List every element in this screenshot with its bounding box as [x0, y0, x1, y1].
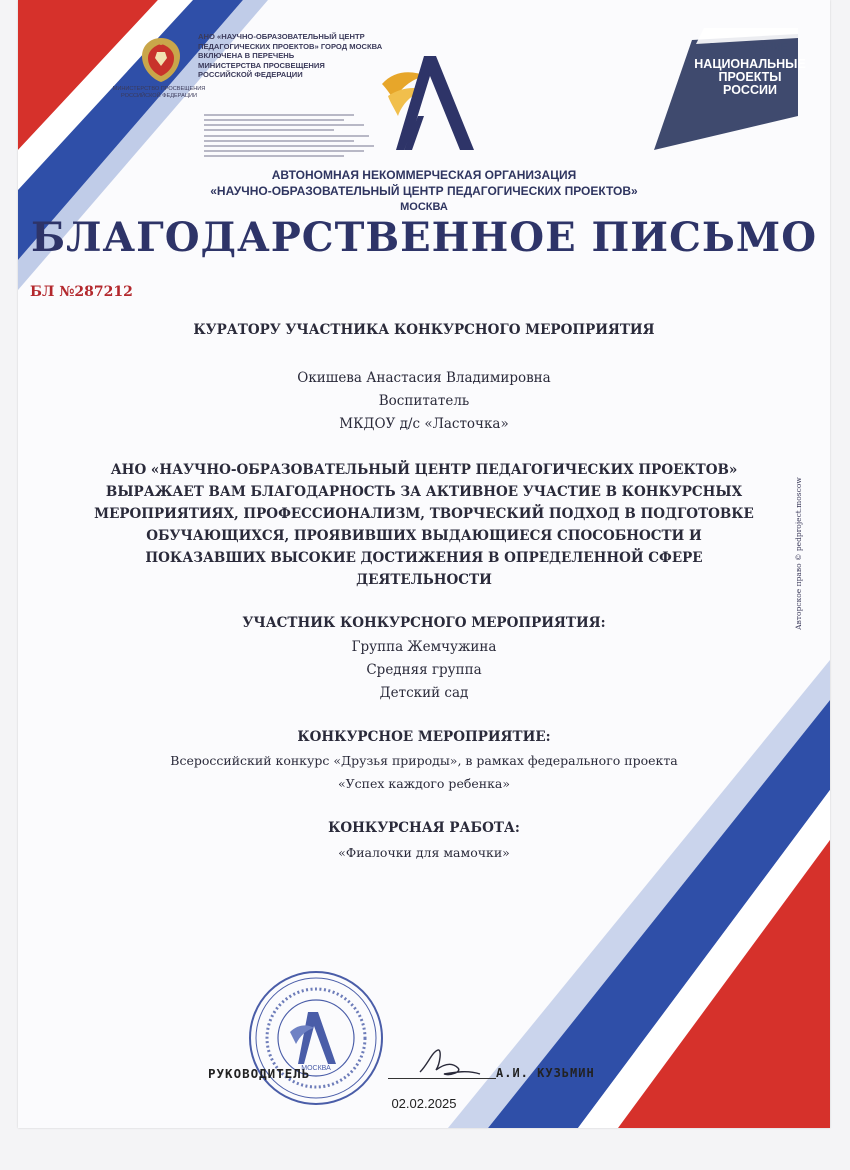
message-line: ВЫРАЖАЕТ ВАМ БЛАГОДАРНОСТЬ ЗА АКТИВНОЕ УЧАСТИЕ В КОНКУРСНЫХ — [105, 484, 743, 500]
copyright-note: Авторское право © pedproject.moscow — [794, 477, 803, 630]
org-line-2: «НАУЧНО-ОБРАЗОВАТЕЛЬНЫЙ ЦЕНТР ПЕДАГОГИЧЕСКИХ ПРОЕКТОВ» — [210, 184, 638, 198]
ministry-text-line: РОССИЙСКОЙ ФЕДЕРАЦИИ — [198, 70, 303, 80]
national-projects-main-label — [694, 58, 806, 97]
national-projects-top-label: ОБРАЗОВАНИЕ — [708, 42, 789, 53]
org-line-1: АВТОНОМНАЯ НЕКОММЕРЧЕСКАЯ ОРГАНИЗАЦИЯ — [271, 168, 577, 182]
message-line: АНО «НАУЧНО-ОБРАЗОВАТЕЛЬНЫЙ ЦЕНТР ПЕДАГОГИЧЕСКИХ ПРОЕКТОВ» — [110, 462, 738, 478]
ministry-text-line: ПЕДАГОГИЧЕСКИХ ПРОЕКТОВ» ГОРОД МОСКВА — [198, 41, 383, 51]
document-number: БЛ №287212 — [30, 284, 133, 300]
work-title: «Фиалочки для мамочки» — [338, 845, 510, 860]
participant-place: Детский сад — [379, 685, 469, 701]
recipient-institution: МКДОУ д/с «Ласточка» — [339, 416, 509, 432]
ministry-text-line: АНО «НАУЧНО-ОБРАЗОВАТЕЛЬНЫЙ ЦЕНТР — [198, 32, 365, 41]
signature-name: А.И. КУЗЬМИН — [496, 1066, 595, 1080]
gratitude-message — [18, 459, 830, 591]
work-label: КОНКУРСНАЯ РАБОТА: — [328, 820, 520, 836]
event-line-1: Всероссийский конкурс «Друзья природы», в рамках федерального проекта — [170, 753, 678, 768]
ped-center-logo-icon — [374, 50, 484, 154]
ministry-emblem-icon — [136, 34, 186, 86]
message-line: МЕРОПРИЯТИЯХ, ПРОФЕССИОНАЛИЗМ, ТВОРЧЕСКИЙ ПОДХОД В ПОДГОТОВКЕ — [94, 506, 754, 522]
message-line: ПОКАЗАВШИХ ВЫСОКИЕ ДОСТИЖЕНИЯ В ОПРЕДЕЛЕННОЙ СФЕРЕ — [145, 550, 703, 566]
event-label: КОНКУРСНОЕ МЕРОПРИЯТИЕ: — [297, 729, 551, 745]
signature-role: РУКОВОДИТЕЛЬ — [208, 1066, 311, 1081]
participant-label: УЧАСТНИК КОНКУРСНОГО МЕРОПРИЯТИЯ: — [242, 615, 606, 631]
message-line: ДЕЯТЕЛЬНОСТИ — [356, 572, 492, 588]
participant-subgroup: Средняя группа — [366, 662, 482, 678]
event-line-2: «Успех каждого ребенка» — [337, 776, 511, 791]
certificate-page — [18, 0, 830, 1128]
recipient-position: Воспитатель — [378, 393, 470, 409]
handwritten-signature — [410, 1044, 490, 1084]
ministry-caption — [104, 86, 214, 100]
ministry-text-line: МИНИСТЕРСТВА ПРОСВЕЩЕНИЯ — [198, 60, 325, 70]
small-print-block — [204, 112, 384, 160]
national-projects-line: НАЦИОНАЛЬНЫЕ — [694, 57, 806, 71]
ministry-caption-line: РОССИЙСКОЙ ФЕДЕРАЦИИ — [120, 93, 197, 99]
participant-group: Группа Жемчужина — [351, 639, 497, 655]
issue-date: 02.02.2025 — [391, 1096, 457, 1111]
message-line: ОБУЧАЮЩИХСЯ, ПРОЯВИВШИХ ВЫДАЮЩИЕСЯ СПОСОБНОСТИ И — [146, 528, 702, 544]
recipient-name: Окишева Анастасия Владимировна — [297, 370, 551, 386]
national-projects-line: РОССИИ — [723, 83, 777, 97]
org-line-3: МОСКВА — [400, 201, 448, 213]
ministry-text-line: ВКЛЮЧЕНА В ПЕРЕЧЕНЬ — [198, 51, 295, 61]
national-projects-line: ПРОЕКТЫ — [718, 70, 782, 84]
official-stamp — [246, 968, 386, 1108]
addressee-line: КУРАТОРУ УЧАСТНИКА КОНКУРСНОГО МЕРОПРИЯТИЯ — [193, 322, 655, 338]
document-title: БЛАГОДАРСТВЕННОЕ ПИСЬМО — [30, 214, 818, 261]
ministry-caption-line: МИНИСТЕРСТВО ПРОСВЕЩЕНИЯ — [112, 86, 206, 92]
stamp-city: МОСКВА — [301, 1065, 331, 1072]
